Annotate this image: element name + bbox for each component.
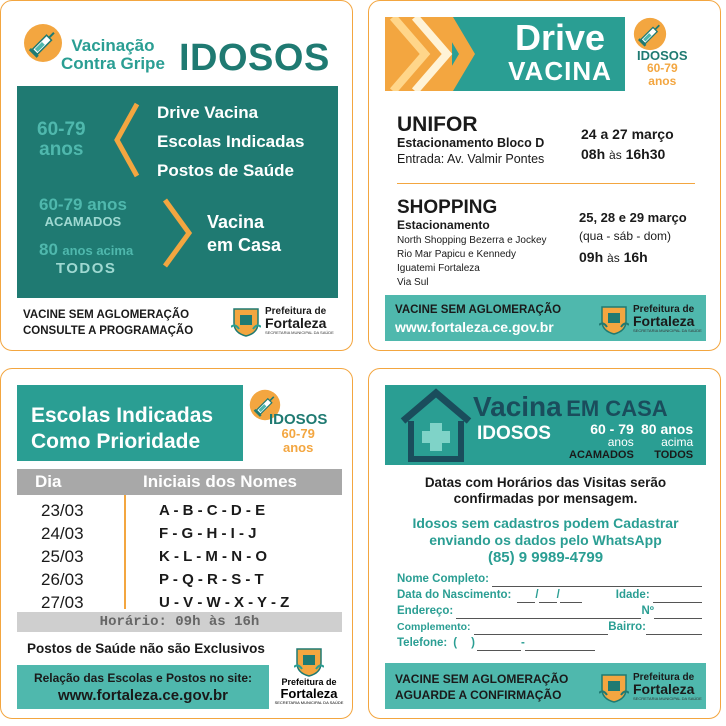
logo-line2: Fortaleza	[633, 313, 695, 329]
loc1-date: 24 a 27 março	[581, 126, 674, 142]
age2-label: TODOS	[654, 449, 694, 461]
chevron-left-icon	[111, 102, 141, 178]
registration-form	[397, 571, 702, 651]
shopping-item: Iguatemi Fortaleza	[397, 263, 480, 274]
logo-line1: Prefeitura de	[633, 304, 695, 315]
shopping-item: Rio Mar Papicu e Kennedy	[397, 249, 516, 260]
prefeitura-logo	[599, 671, 702, 703]
health-posts-note: Postos de Saúde não são Exclusivos	[27, 641, 265, 656]
drive-header-band	[385, 17, 625, 91]
loc1-schedule	[581, 124, 674, 165]
footer-line1: Relação das Escolas e Postos no site:	[33, 671, 253, 685]
visit-info	[385, 475, 706, 507]
idosos-badge	[269, 413, 327, 455]
whatsapp-cta	[385, 515, 706, 566]
loc1-time-start: 08h	[581, 146, 606, 162]
form-name-field[interactable]	[492, 577, 702, 587]
footer-line1: VACINE SEM AGLOMERAÇÃO	[395, 304, 562, 316]
logo-line2: Fortaleza	[265, 315, 327, 331]
form-complement-field[interactable]	[474, 625, 609, 635]
coat-of-arms-icon	[599, 303, 629, 335]
schools-title-line2: Como Prioridade	[31, 430, 201, 453]
bedridden-unit: anos	[87, 195, 127, 214]
form-age-label: Idade:	[615, 589, 650, 601]
logo-line3: SECRETARIA MUNICIPAL DA SAÚDE	[633, 328, 702, 333]
age2-value: 80 anos	[641, 421, 694, 437]
website-link[interactable]: www.fortaleza.ce.gov.br	[57, 687, 229, 704]
header-title-big: IDOSOS	[179, 37, 330, 79]
form-birth-sep: /	[556, 589, 560, 601]
form-birth-year[interactable]	[560, 593, 582, 603]
table-row	[17, 499, 342, 522]
shopping-item: Via Sul	[397, 277, 429, 288]
badge-unit: anos	[648, 74, 677, 88]
table-row	[17, 545, 342, 568]
form-phone-ddd[interactable]	[457, 641, 471, 651]
loc1-sub: Estacionamento Bloco D	[397, 136, 545, 150]
option-item: Postos de Saúde	[157, 161, 294, 180]
website-link[interactable]: www.fortaleza.ce.gov.br	[395, 319, 554, 335]
form-number-label: Nº	[641, 605, 654, 617]
footer-text	[23, 307, 193, 339]
title-line2: Contra Gripe	[61, 54, 165, 73]
row-initials: U - V - W - X - Y - Z	[159, 594, 290, 611]
card-vacinacao-idosos	[0, 0, 353, 351]
house-icon	[399, 387, 473, 463]
prefeitura-logo	[273, 645, 345, 705]
home-title	[473, 391, 668, 423]
row-initials: A - B - C - D - E	[159, 502, 266, 519]
age1-value: 60 - 79	[590, 421, 634, 437]
age-group-bedridden	[569, 423, 634, 462]
row-day: 25/03	[41, 546, 84, 566]
form-number-field[interactable]	[654, 609, 702, 619]
footer-band	[17, 665, 269, 709]
row-day: 24/03	[41, 523, 84, 543]
title-line1: Vacinação	[71, 36, 155, 55]
drive-title	[495, 19, 625, 85]
age-group	[37, 120, 86, 160]
loc2-sub: Estacionamento	[397, 218, 490, 232]
loc2-time-end: 16h	[623, 249, 648, 265]
drive-title-line2: VACINA	[508, 56, 612, 86]
loc1-time-sep: às	[609, 148, 622, 162]
form-address-field[interactable]	[456, 609, 641, 619]
shopping-item: North Shopping Bezerra e Jockey	[397, 235, 547, 246]
logo-line1: Prefeitura de	[265, 306, 327, 317]
footer-line2: CONSULTE A PROGRAMAÇÃO	[23, 325, 194, 337]
schools-title	[31, 403, 213, 455]
form-birth-label: Data do Nascimento:	[397, 589, 512, 601]
home-line1: Vacina	[207, 212, 265, 232]
age-value: 60-79	[37, 119, 86, 140]
table-row	[17, 591, 342, 614]
age1-label: ACAMADOS	[569, 449, 634, 461]
form-phone-label: Telefone:	[397, 637, 448, 649]
row-initials: P - Q - R - S - T	[159, 571, 264, 588]
coat-of-arms-icon	[599, 671, 629, 703]
card-drive-vacina	[368, 0, 721, 351]
form-age-field[interactable]	[653, 593, 702, 603]
schedule-hours: Horário: 09h às 16h	[99, 614, 260, 630]
badge-title: IDOSOS	[269, 411, 328, 428]
logo-line2: Fortaleza	[633, 681, 695, 697]
header-title-small	[61, 37, 165, 73]
cta-line2: enviando os dados pelo WhatsApp	[429, 532, 662, 548]
loc2-time-start: 09h	[579, 249, 604, 265]
loc1-time-end: 16h30	[625, 146, 666, 162]
form-address-label: Endereço:	[397, 605, 454, 617]
age-group-over80	[641, 423, 693, 462]
age1-unit: anos	[607, 435, 634, 449]
bedridden-age: 60-79	[39, 195, 83, 214]
over80-group	[39, 241, 133, 278]
loc1-name: UNIFOR	[397, 113, 478, 136]
loc2-date: 25, 28 e 29 março	[579, 210, 687, 225]
divider	[397, 183, 695, 184]
form-complement-label: Complemento:	[397, 621, 471, 633]
location-unifor	[397, 114, 544, 168]
badge-title: IDOSOS	[637, 48, 688, 63]
whatsapp-phone[interactable]: (85) 9 9989-4799	[487, 549, 604, 566]
schools-title-line1: Escolas Indicadas	[31, 404, 214, 427]
badge-age: 60-79	[646, 61, 678, 75]
age2-unit: acima	[661, 435, 694, 449]
col-initials-header: Iniciais dos Nomes	[143, 472, 297, 491]
form-phone-suffix[interactable]	[525, 641, 595, 651]
form-birth-sep: /	[535, 589, 539, 601]
bedridden-group	[39, 196, 127, 230]
form-phone-dash: -	[520, 637, 525, 649]
row-day: 23/03	[41, 500, 84, 520]
form-phone-prefix[interactable]	[477, 641, 521, 651]
location-shopping	[397, 198, 547, 290]
logo-line3: SECRETARIA MUNICIPAL DA SAÚDE	[274, 700, 344, 705]
prefeitura-logo	[599, 303, 702, 335]
footer-line1: VACINE SEM AGLOMERAÇÃO	[23, 309, 190, 321]
cta-line1: Idosos sem cadastros podem Cadastrar	[412, 515, 679, 531]
option-item: Drive Vacina	[157, 103, 259, 122]
form-district-field[interactable]	[646, 625, 702, 635]
coat-of-arms-icon	[231, 305, 261, 337]
footer-line1: VACINE SEM AGLOMERAÇÃO	[395, 672, 569, 686]
over80-age: 80	[39, 240, 58, 259]
footer-text	[23, 669, 263, 705]
footer-band	[385, 663, 706, 709]
age-unit: anos	[39, 139, 84, 160]
loc2-time-sep: às	[607, 251, 620, 265]
card-escolas-indicadas	[0, 368, 353, 719]
info-line2: confirmadas por mensagem.	[453, 491, 638, 506]
home-header-band	[385, 385, 706, 465]
table-row	[17, 522, 342, 545]
loc2-days: (qua - sáb - dom)	[579, 229, 672, 243]
over80-label: TODOS	[55, 260, 117, 277]
home-title-word2: EM CASA	[566, 396, 668, 421]
schools-header-band	[17, 385, 243, 461]
footer-text	[395, 671, 568, 703]
prefeitura-logo	[231, 305, 334, 337]
col-day-header: Dia	[35, 472, 62, 491]
footer-line2: AGUARDE A CONFIRMAÇÃO	[395, 688, 562, 702]
chevron-right-icon	[159, 198, 195, 268]
form-phone-open: (	[453, 637, 458, 649]
home-line2: em Casa	[207, 235, 282, 255]
syringe-icon	[633, 17, 667, 51]
logo-line2: Fortaleza	[280, 686, 338, 701]
home-vaccine-label	[207, 211, 281, 257]
syringe-icon	[23, 23, 63, 63]
card-vacina-em-casa	[368, 368, 721, 719]
info-line1: Datas com Horários das Visitas serão	[424, 475, 667, 490]
schedule-table-body	[17, 499, 342, 614]
option-item: Escolas Indicadas	[157, 132, 305, 151]
over80-unit: anos acima	[62, 243, 134, 258]
loc1-entry: Entrada: Av. Valmir Pontes	[397, 152, 545, 166]
row-initials: F - G - H - I - J	[159, 525, 257, 542]
form-birth-month[interactable]	[539, 593, 557, 603]
schedule-table-header	[17, 469, 342, 495]
form-district-label: Bairro:	[608, 621, 646, 633]
loc2-name: SHOPPING	[397, 197, 498, 218]
idosos-badge	[637, 49, 688, 88]
home-title-word1: Vacina	[473, 391, 562, 422]
logo-line1: Prefeitura de	[633, 672, 695, 683]
home-title-sub: IDOSOS	[477, 423, 551, 444]
coat-of-arms-icon	[294, 645, 324, 677]
logo-line1: Prefeitura de	[281, 677, 337, 687]
loc2-schedule	[579, 209, 687, 267]
logo-line3: SECRETARIA MUNICIPAL DA SAÚDE	[265, 330, 334, 335]
footer-text	[395, 302, 561, 336]
options-list	[157, 98, 304, 185]
form-phone-close: )	[471, 637, 475, 649]
row-initials: K - L - M - N - O	[159, 548, 268, 565]
form-name-label: Nome Completo:	[397, 573, 489, 585]
table-row	[17, 568, 342, 591]
footer-band	[385, 295, 706, 341]
arrows-decoration-icon	[385, 17, 475, 91]
logo-line3: SECRETARIA MUNICIPAL DA SAÚDE	[633, 696, 702, 701]
schedule-hours-band	[17, 612, 342, 632]
row-day: 26/03	[41, 569, 84, 589]
drive-title-line1: Drive	[514, 17, 606, 58]
badge-unit: anos	[283, 440, 314, 455]
row-day: 27/03	[41, 592, 84, 612]
options-panel	[17, 86, 338, 298]
form-birth-day[interactable]	[517, 593, 535, 603]
badge-age: 60-79	[281, 426, 315, 441]
bedridden-label: ACAMADOS	[44, 214, 122, 229]
